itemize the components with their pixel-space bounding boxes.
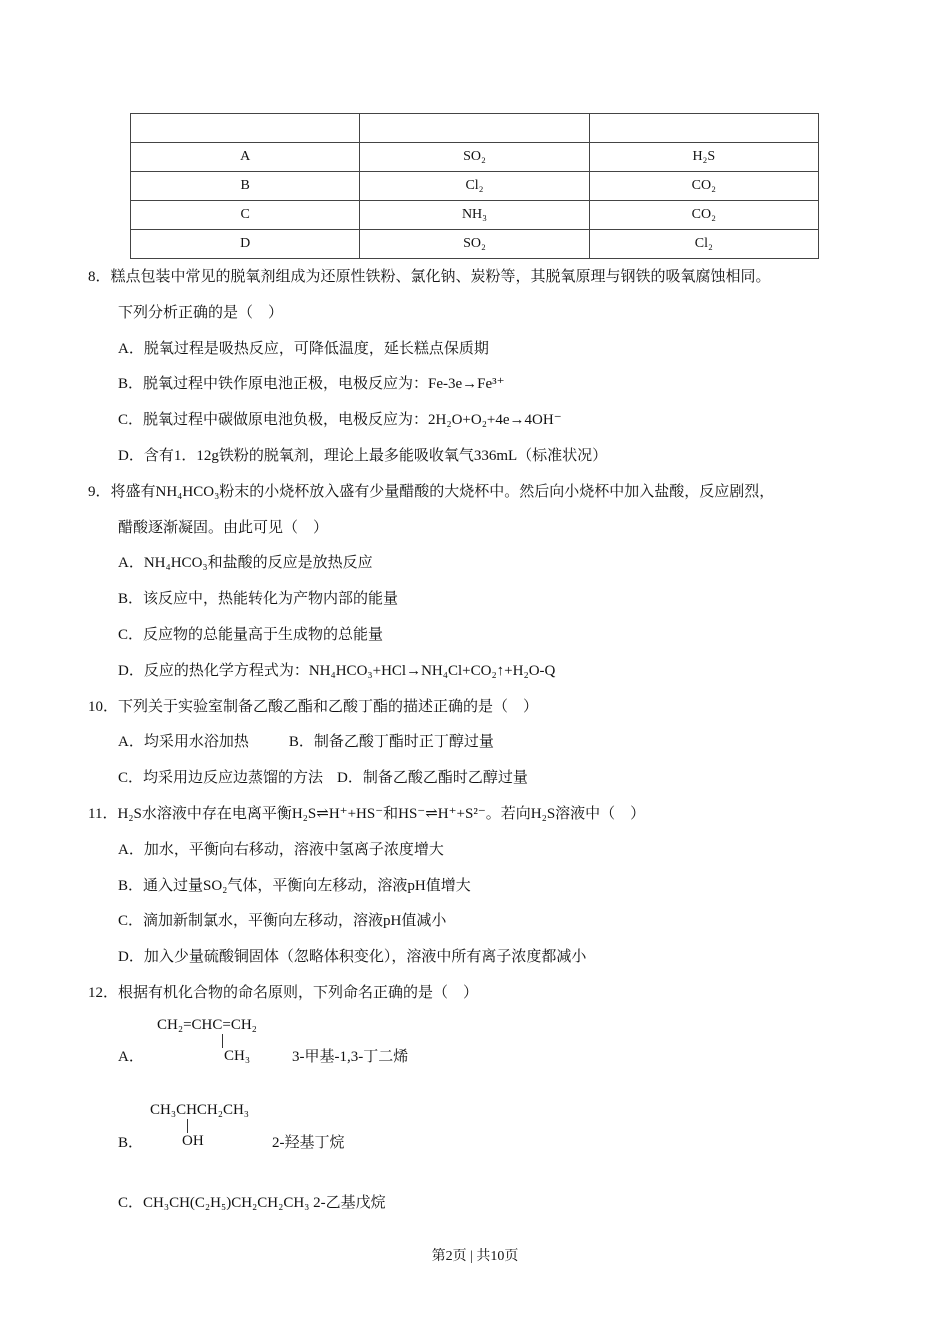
- structure-b-main-chain: CH₃CHCH₂CH₃: [150, 1102, 250, 1118]
- table-row: [131, 143, 819, 172]
- table-header-row: [131, 114, 819, 143]
- table-cell: C: [131, 201, 360, 230]
- answer-table: [130, 113, 819, 259]
- table-cell: SO₂: [360, 143, 589, 172]
- table-cell: SO₂: [360, 230, 589, 259]
- question-8-stem: 8．糕点包装中常见的脱氧剂组成为还原性铁粉、氯化钠、炭粉等，其脱氧原理与钢铁的吸氧腐蚀相同。: [88, 269, 771, 285]
- question-10-option-c: C．均采用边反应边蒸馏的方法: [118, 770, 324, 787]
- table-cell: NH₃: [360, 201, 589, 230]
- question-9-stem-cont: 醋酸逐渐凝固。由此可见（ ）: [118, 519, 329, 536]
- question-10-option-b: B．制备乙酸丁酯时正丁醇过量: [288, 734, 494, 751]
- question-12-option-a-name: 3-甲基-1,3-丁二烯: [292, 1049, 409, 1065]
- question-12-stem: 12．根据有机化合物的命名原则，下列命名正确的是（ ）: [88, 984, 479, 1001]
- question-10-options-cd: [88, 761, 888, 797]
- structure-b-branch: OH: [182, 1133, 204, 1149]
- question-11-option-c: C．滴加新制氯水，平衡向左移动，溶液pH值减小: [118, 913, 447, 930]
- table-cell: [360, 114, 589, 143]
- question-10-stem: 10．下列关于实验室制备乙酸乙酯和乙酸丁酯的描述正确的是（ ）: [88, 698, 539, 715]
- question-10-options-ab: [88, 725, 888, 761]
- question-10-option-d: D．制备乙酸乙酯时乙醇过量: [337, 770, 528, 787]
- table-row: [131, 230, 819, 259]
- question-11-stem: 11．H₂S水溶液中存在电离平衡H₂S⇌H⁺+HS⁻和HS⁻⇌H⁺+S²⁻。若向H₂S溶液中（ ）: [88, 805, 646, 822]
- table-cell: Cl₂: [360, 172, 589, 201]
- question-8-option-a: A．脱氧过程是吸热反应，可降低温度，延长糕点保质期: [118, 340, 489, 357]
- table-cell: H₂S: [589, 143, 818, 172]
- question-8-option-b: B．脱氧过程中铁作原电池正极，电极反应为：Fe-3e→Fe³⁺: [118, 376, 505, 393]
- table-cell: CO₂: [589, 201, 818, 230]
- question-9-option-b: B．该反应中，热能转化为产物内部的能量: [118, 591, 399, 608]
- question-12-option-a-label: A．: [118, 1049, 144, 1065]
- table-row: [131, 172, 819, 201]
- table-cell: A: [131, 143, 360, 172]
- question-8-option-d: D．含有1．12g铁粉的脱氧剂，理论上最多能吸收氧气336mL（标准状况）: [118, 447, 608, 464]
- question-12-option-c: C．CH₃CH(C₂H₅)CH₂CH₂CH₃ 2-乙基戊烷: [118, 1195, 386, 1211]
- table-row: [131, 201, 819, 230]
- structure-a-main-chain: CH₂=CHC=CH₂: [157, 1017, 257, 1033]
- question-11-option-a: A．加水，平衡向右移动，溶液中氢离子浓度增大: [118, 841, 444, 858]
- question-12-option-b-label: B．: [118, 1135, 144, 1151]
- question-10-option-a: A．均采用水浴加热: [118, 734, 249, 751]
- page-footer: 第2页 | 共10页: [431, 1249, 519, 1264]
- table-cell: [131, 114, 360, 143]
- structure-a-branch: CH₃: [224, 1048, 251, 1064]
- structure-a-bond: [222, 1034, 223, 1048]
- questions: [88, 260, 888, 1012]
- question-9-option-d: D．反应的热化学方程式为：NH₄HCO₃+HCl→NH₄Cl+CO₂↑+H₂O-Q: [118, 662, 556, 679]
- question-9-stem: 9．将盛有NH₄HCO₃粉末的小烧杯放入盛有少量醋酸的大烧杯中。然后向小烧杯中加入盐酸，反应剧烈，: [88, 483, 775, 500]
- table-cell: [589, 114, 818, 143]
- question-11-option-d: D．加入少量硫酸铜固体（忽略体积变化），溶液中所有离子浓度都减小: [118, 949, 587, 966]
- question-8-option-c: C．脱氧过程中碳做原电池负极，电极反应为：2H₂O+O₂+4e→4OH⁻: [118, 412, 562, 429]
- table-cell: Cl₂: [589, 230, 818, 259]
- structure-b-bond: [187, 1119, 188, 1133]
- table-cell: CO₂: [589, 172, 818, 201]
- question-9-option-a: A．NH₄HCO₃和盐酸的反应是放热反应: [118, 555, 373, 572]
- question-12-option-b-name: 2-羟基丁烷: [272, 1135, 345, 1151]
- table-cell: B: [131, 172, 360, 201]
- table-cell: D: [131, 230, 360, 259]
- question-11-option-b: B．通入过量SO₂气体，平衡向左移动，溶液pH值增大: [118, 877, 471, 894]
- question-8-stem-cont: 下列分析正确的是（ ）: [118, 304, 284, 321]
- question-9-option-c: C．反应物的总能量高于生成物的总能量: [118, 626, 384, 643]
